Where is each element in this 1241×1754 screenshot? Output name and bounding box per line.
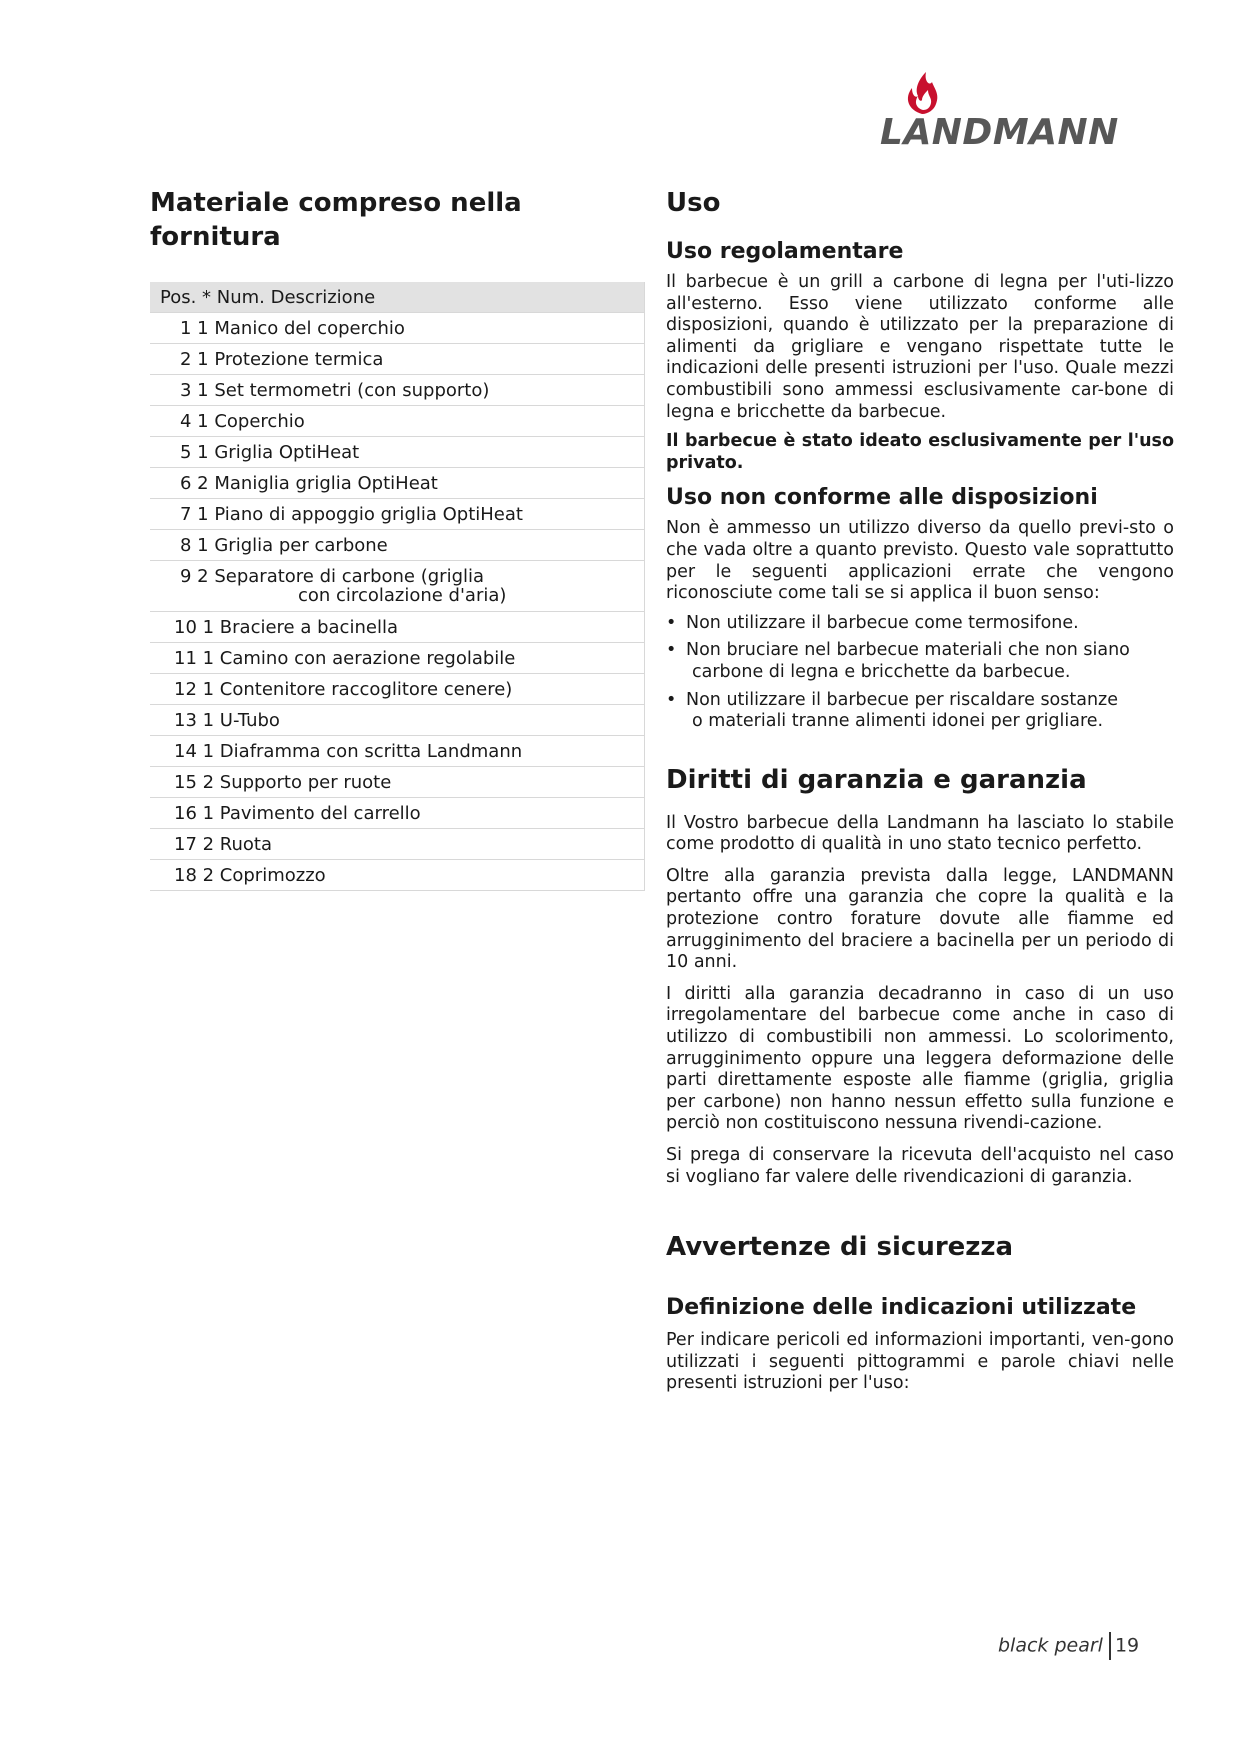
- paragraph-garanzia-1: Il Vostro barbecue della Landmann ha lasciato lo stabile come prodotto di qualità in uno stato tecnico perfetto.: [666, 812, 1174, 855]
- table-row: [150, 499, 645, 530]
- misuse-list: [666, 613, 1174, 733]
- bullet-icon: •: [666, 689, 677, 710]
- table-row: [150, 313, 645, 344]
- part-line: 2 1 Protezione termica: [180, 348, 384, 370]
- section-title-materiale: Materiale compreso nella fornitura: [150, 188, 522, 252]
- part-line: 12 1 Contenitore raccoglitore cenere): [174, 678, 513, 700]
- table-row: [150, 468, 645, 499]
- section-title-sicurezza: Avvertenze di sicurezza: [666, 1232, 1014, 1263]
- part-line: 4 1 Coperchio: [180, 410, 305, 432]
- landmann-logo: [880, 70, 1160, 160]
- table-row: [150, 561, 645, 612]
- part-line: 11 1 Camino con aerazione regolabile: [174, 647, 516, 669]
- table-row: [150, 705, 645, 736]
- table-row: [150, 612, 645, 643]
- paragraph-uso-privato: Il barbecue è stato ideato esclusivamente per l'uso privato.: [666, 431, 1174, 473]
- paragraph-garanzia-4: Si prega di conservare la ricevuta dell'acquisto nel caso si vogliano far valere delle rivendicazioni di garanzia.: [666, 1145, 1174, 1187]
- subtitle-uso-non-conforme: Uso non conforme alle disposizioni: [666, 485, 1098, 511]
- part-line-continuation: con circolazione d'aria): [298, 585, 507, 606]
- part-line: 9 2 Separatore di carbone (griglia: [180, 566, 485, 587]
- table-row: [150, 437, 645, 468]
- logo-wordmark: LANDMANN: [880, 112, 1119, 153]
- part-line: 5 1 Griglia OptiHeat: [180, 441, 360, 463]
- part-line: 10 1 Braciere a bacinella: [174, 616, 398, 638]
- footer-brand: black pearl: [998, 1634, 1103, 1657]
- part-line: 14 1 Diaframma con scritta Landmann: [174, 740, 523, 762]
- table-header-row: [150, 282, 645, 313]
- bullet-icon: •: [666, 612, 677, 633]
- part-line: 13 1 U-Tubo: [174, 709, 280, 731]
- section-title-uso: Uso: [666, 188, 721, 218]
- paragraph-garanzia-3: I diritti alla garanzia decadranno in caso di un uso irregolamentare del barbecue come anche in caso di utilizzo di combustibili non ammessi. Lo scolorimento, arrugginimento oppure una leggera deformazione delle parti direttamente esposte alle fiamme (griglia, griglia per carbone) non hanno nessun effetto sulla funzione e perciò non costituiscono nessuna rivendi-cazione.: [666, 983, 1174, 1134]
- part-line: 6 2 Maniglia griglia OptiHeat: [180, 472, 438, 494]
- table-row: [150, 375, 645, 406]
- part-line: 17 2 Ruota: [174, 833, 273, 855]
- table-row: [150, 767, 645, 798]
- table-row: [150, 643, 645, 674]
- part-line: 1 1 Manico del coperchio: [180, 317, 405, 339]
- section-title-garanzia: Diritti di garanzia e garanzia: [666, 764, 1087, 795]
- table-row: [150, 406, 645, 437]
- table-row: [150, 798, 645, 829]
- list-item: • Non bruciare nel barbecue materiali che non siano carbone di legna e bricchette da barbecue.: [666, 640, 1130, 682]
- part-line: 15 2 Supporto per ruote: [174, 771, 392, 793]
- paragraph-uso-regolamentare: Il barbecue è un grill a carbone di legna per l'uti-lizzo all'esterno. Esso viene utilizzato conforme alle disposizioni, quando è utilizzato per la preparazione di alimenti da grigliare e vengano rispettate tutte le indicazioni delle presenti istruzioni per l'uso. Quale mezzi combustibili sono ammessi esclusivamente car-bone di legna e bricchette da barbecue.: [666, 272, 1174, 422]
- part-line: 16 1 Pavimento del carrello: [174, 802, 421, 824]
- part-line: 8 1 Griglia per carbone: [180, 534, 388, 556]
- paragraph-garanzia-2: Oltre alla garanzia prevista dalla legge, LANDMANN pertanto offre una garanzia che copre la qualità e la protezione contro forature dovute alle fiamme ed arrugginimento del braciere a bacinella per un periodo di 10 anni.: [666, 865, 1174, 973]
- page-number: 19: [1114, 1634, 1140, 1657]
- table-row: [150, 829, 645, 860]
- paragraph-uso-non-conforme: Non è ammesso un utilizzo diverso da quello previ-sto o che vada oltre a quanto previsto. Questo vale soprattutto per le seguenti applicazioni errate che vengono riconosciute come tali se si applica il buon senso:: [666, 518, 1174, 604]
- table-row: [150, 344, 645, 375]
- part-line: 18 2 Coprimozzo: [174, 864, 326, 886]
- table-header: Pos. * Num. Descrizione: [160, 286, 376, 308]
- bullet-icon: •: [666, 640, 677, 661]
- subtitle-definizione: Definizione delle indicazioni utilizzate: [666, 1295, 1137, 1321]
- left-column: [150, 186, 650, 891]
- part-line: 7 1 Piano di appoggio griglia OptiHeat: [180, 503, 523, 525]
- parts-table: [150, 282, 645, 891]
- table-row: [150, 860, 645, 891]
- page-footer: [998, 1632, 1139, 1660]
- table-row: [150, 736, 645, 767]
- subtitle-uso-regolamentare: Uso regolamentare: [666, 239, 904, 264]
- right-column: [666, 186, 1174, 1395]
- list-item: • Non utilizzare il barbecue per riscaldare sostanze o materiali tranne alimenti idonei per grigliare.: [666, 689, 1119, 732]
- footer-divider: [1109, 1632, 1111, 1660]
- paragraph-definizione: Per indicare pericoli ed informazioni importanti, ven-gono utilizzati i seguenti pittogrammi e parole chiavi nelle presenti istruzioni per l'uso:: [666, 1330, 1174, 1394]
- table-row: [150, 530, 645, 561]
- table-row: [150, 674, 645, 705]
- flame-icon: [900, 70, 946, 114]
- list-item: • Non utilizzare il barbecue come termosifone.: [666, 612, 1079, 633]
- part-line: 3 1 Set termometri (con supporto): [180, 379, 490, 401]
